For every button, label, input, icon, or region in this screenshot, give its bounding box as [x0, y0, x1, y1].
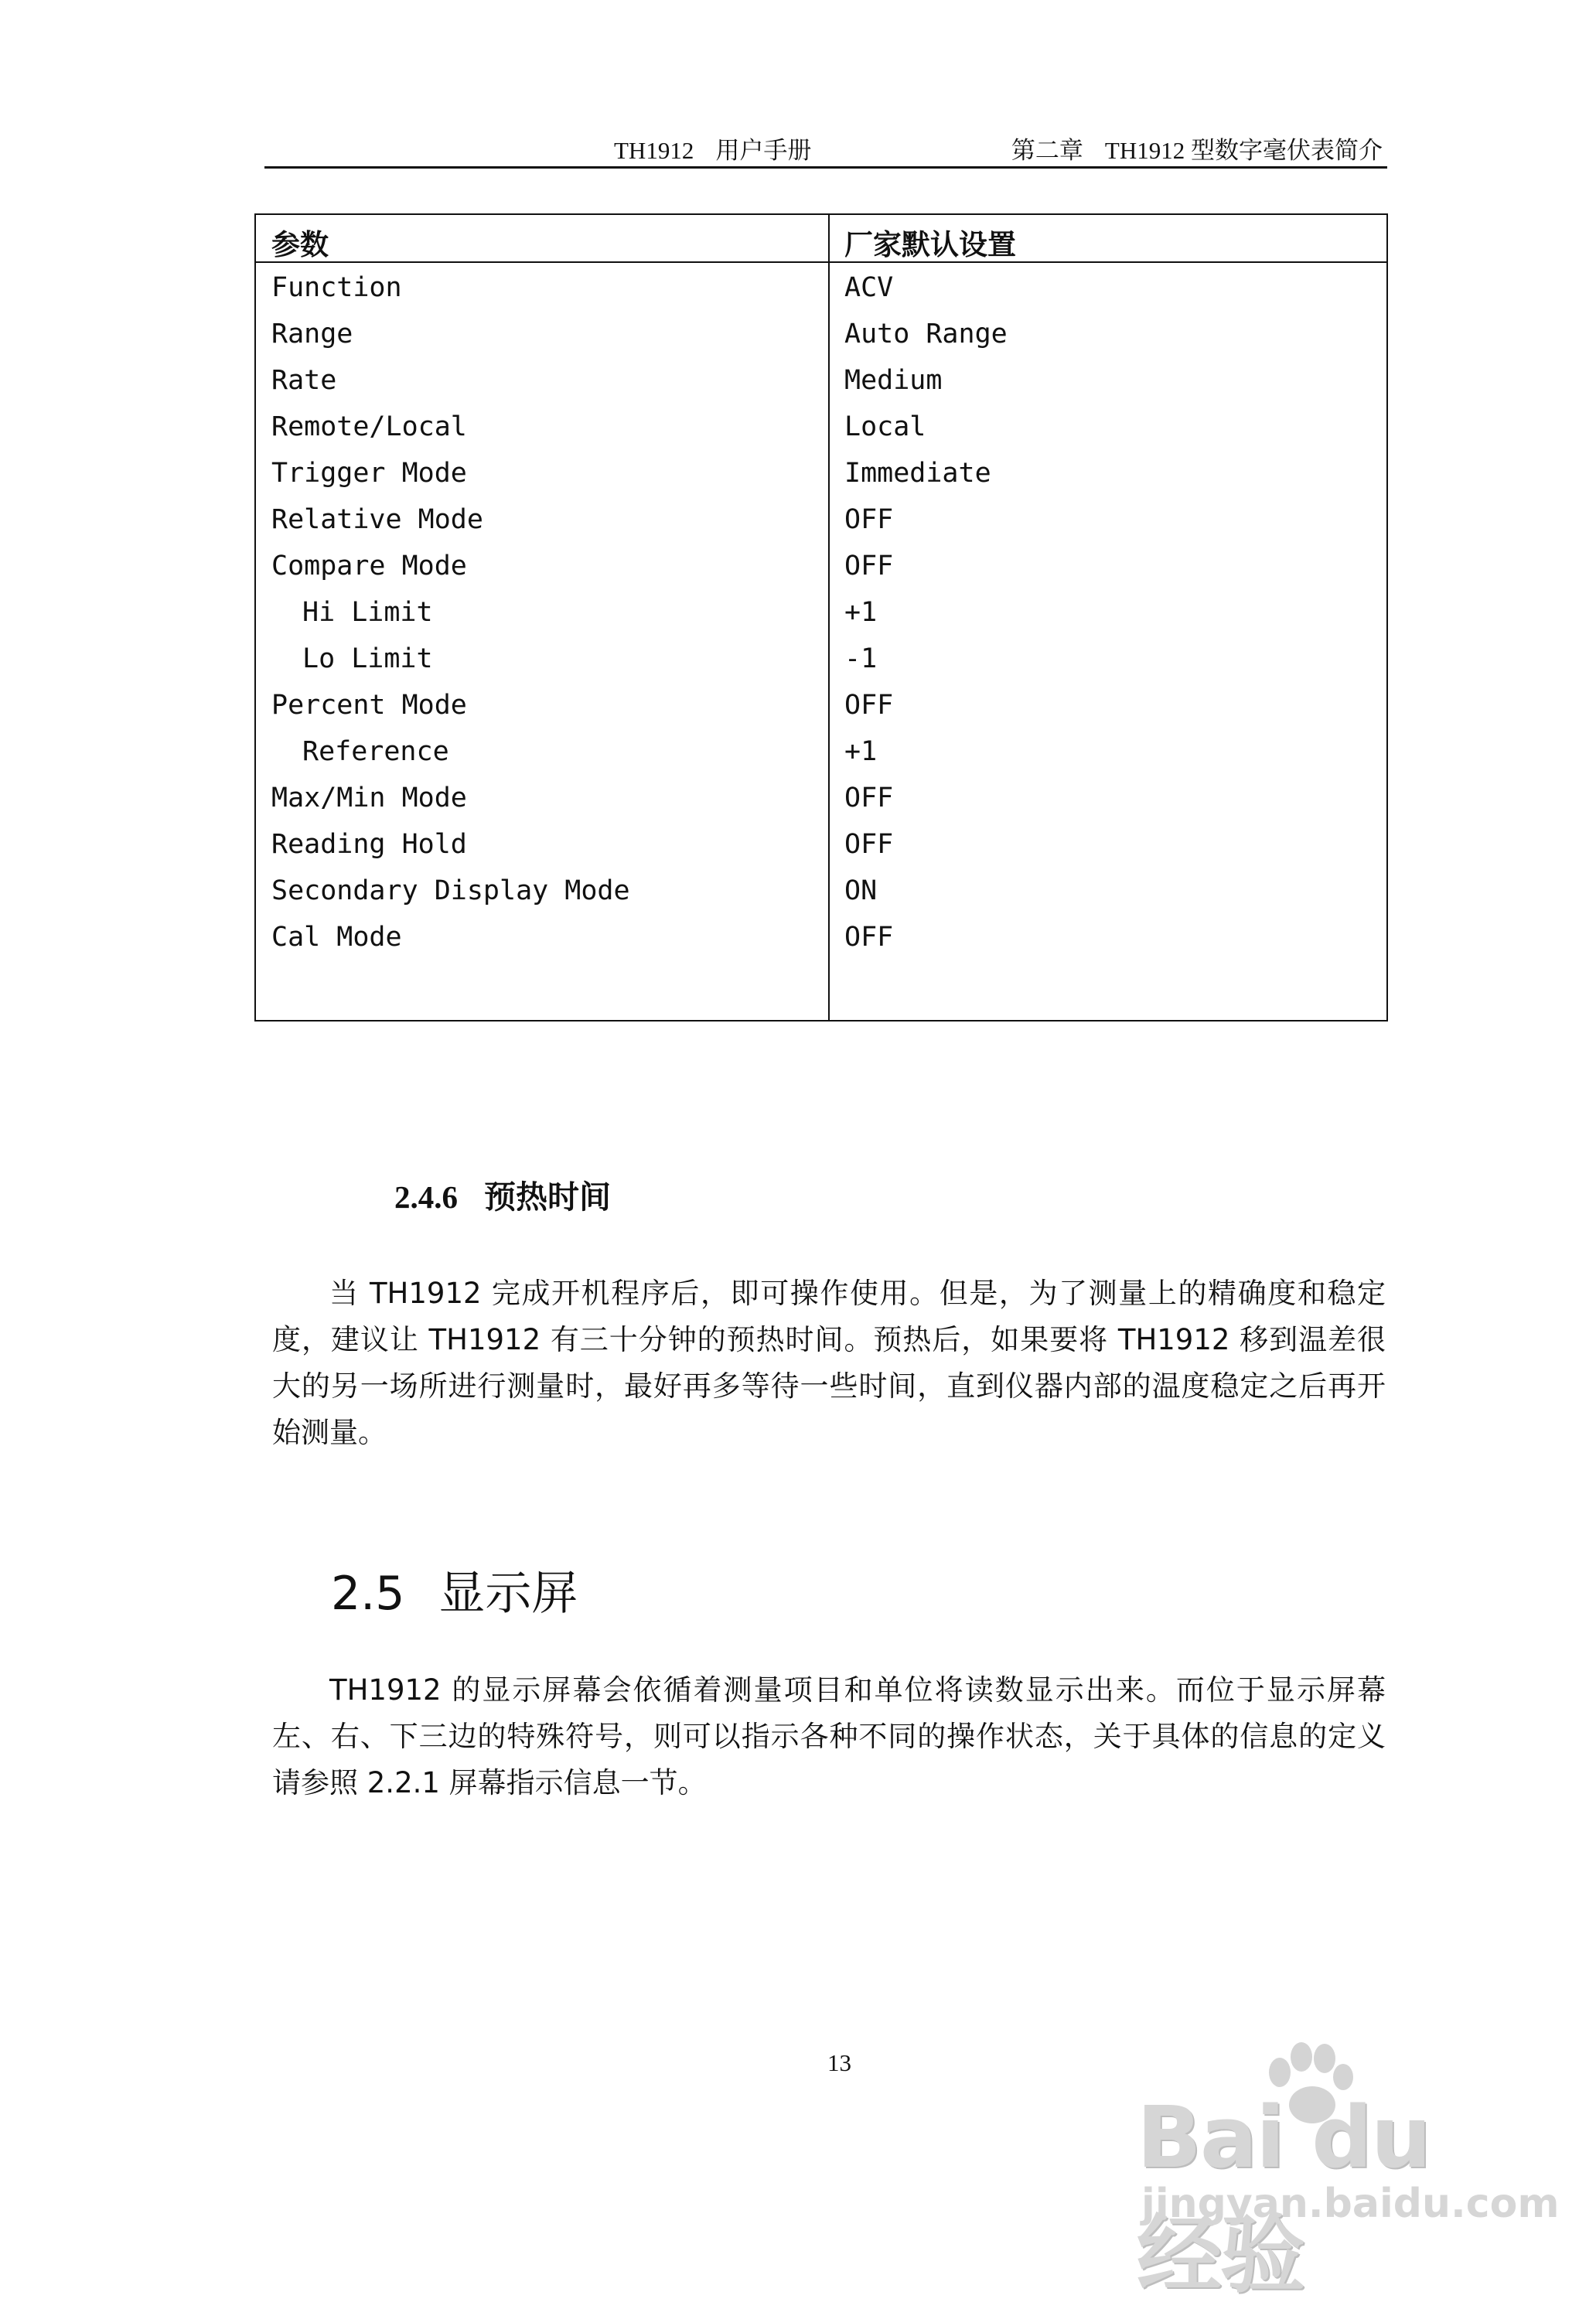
param-name: Max/Min Mode [271, 783, 467, 813]
subsection-number: 2.4.6 [394, 1179, 458, 1215]
param-name: Rate [271, 365, 337, 396]
watermark-logo: Bai du 经验 [1137, 2088, 1431, 2304]
subsection-title: 预热时间 [484, 1178, 611, 1216]
table-row [256, 687, 1386, 733]
baidu-jingyan-watermark [1137, 2041, 1560, 2304]
table-row [256, 547, 1386, 594]
param-default-value: OFF [844, 690, 894, 721]
section-title: 显示屏 [438, 1567, 578, 1621]
display-paragraph [272, 1667, 1386, 1806]
table-row [256, 826, 1386, 872]
table-row [256, 872, 1386, 919]
param-default-value: OFF [844, 922, 894, 953]
param-default-value: ACV [844, 272, 894, 303]
param-default-value: OFF [844, 783, 894, 813]
table-row [256, 362, 1386, 408]
param-name: Relative Mode [271, 504, 483, 535]
default-settings-table [254, 213, 1388, 1021]
display-text-after: 一节。 [620, 1766, 707, 1799]
warmup-text: 当 TH1912 完成开机程序后，即可操作使用。但是，为了测量上的精确度和稳定度，建议让 TH1912 有三十分钟的预热时间。预热后，如果要将 TH1912 移到温差很大的另一场所进行测量时，最好再多等待一些时间，直到仪器内部的温度稳定之后再开始测量。 [272, 1277, 1386, 1449]
param-default-value: OFF [844, 829, 894, 860]
warmup-paragraph [272, 1270, 1386, 1456]
param-default-value: Medium [844, 365, 943, 396]
table-header-default: 厂家默认设置 [844, 228, 1016, 261]
table-row [256, 594, 1386, 640]
display-text [272, 1667, 1386, 1806]
param-name: Trigger Mode [271, 458, 467, 489]
display-text-ref: 屏幕指示信息 [448, 1766, 621, 1799]
header-right [1011, 131, 1383, 165]
param-name: Remote/Local [271, 411, 467, 442]
param-name: Secondary Display Mode [271, 875, 630, 906]
param-default-value: Immediate [844, 458, 991, 489]
table-row [256, 455, 1386, 501]
header-left [614, 131, 811, 165]
header-chapter-title: TH1912 型数字毫伏表简介 [1104, 137, 1383, 164]
param-name: Reading Hold [271, 829, 467, 860]
watermark-url: jingyan.baidu.com [1141, 2181, 1560, 2227]
table-row [256, 269, 1386, 315]
page-number: 13 [827, 2049, 851, 2076]
param-name: Lo Limit [302, 643, 433, 674]
param-name: Function [271, 272, 402, 303]
display-text-before: TH1912 的显示屏幕会依循着测量项目和单位将读数显示出来。而位于显示屏幕左、右、下三边的特殊符号，则可以指示各种不同的操作状态，关于具体的信息的定义请参照 2.2.1 [272, 1673, 1386, 1799]
table-row [256, 919, 1386, 965]
table-row [256, 501, 1386, 547]
param-name: Range [271, 319, 353, 350]
table-body [256, 269, 1386, 965]
subsection-heading [394, 1172, 611, 1217]
param-default-value: +1 [844, 597, 878, 628]
param-default-value: -1 [844, 643, 878, 674]
table-row [256, 779, 1386, 826]
table-header-divider [256, 261, 1386, 263]
param-name: Percent Mode [271, 690, 467, 721]
table-row [256, 408, 1386, 455]
section-number: 2.5 [331, 1567, 405, 1621]
param-default-value: OFF [844, 551, 894, 582]
header-manual-title: 用户手册 [715, 137, 812, 164]
table-row [256, 640, 1386, 687]
table-row [256, 315, 1386, 362]
page-header [264, 128, 1387, 169]
param-name: Compare Mode [271, 551, 467, 582]
section-heading [331, 1557, 578, 1623]
param-name: Cal Mode [271, 922, 402, 953]
param-default-value: +1 [844, 736, 878, 767]
header-product: TH1912 [614, 137, 694, 164]
header-chapter: 第二章 [1011, 137, 1083, 164]
param-default-value: Auto Range [844, 319, 1008, 350]
param-default-value: OFF [844, 504, 894, 535]
param-name: Hi Limit [302, 597, 433, 628]
param-default-value: ON [844, 875, 878, 906]
param-name: Reference [302, 736, 449, 767]
param-default-value: Local [844, 411, 926, 442]
table-header-param: 参数 [271, 228, 329, 261]
table-row [256, 733, 1386, 779]
